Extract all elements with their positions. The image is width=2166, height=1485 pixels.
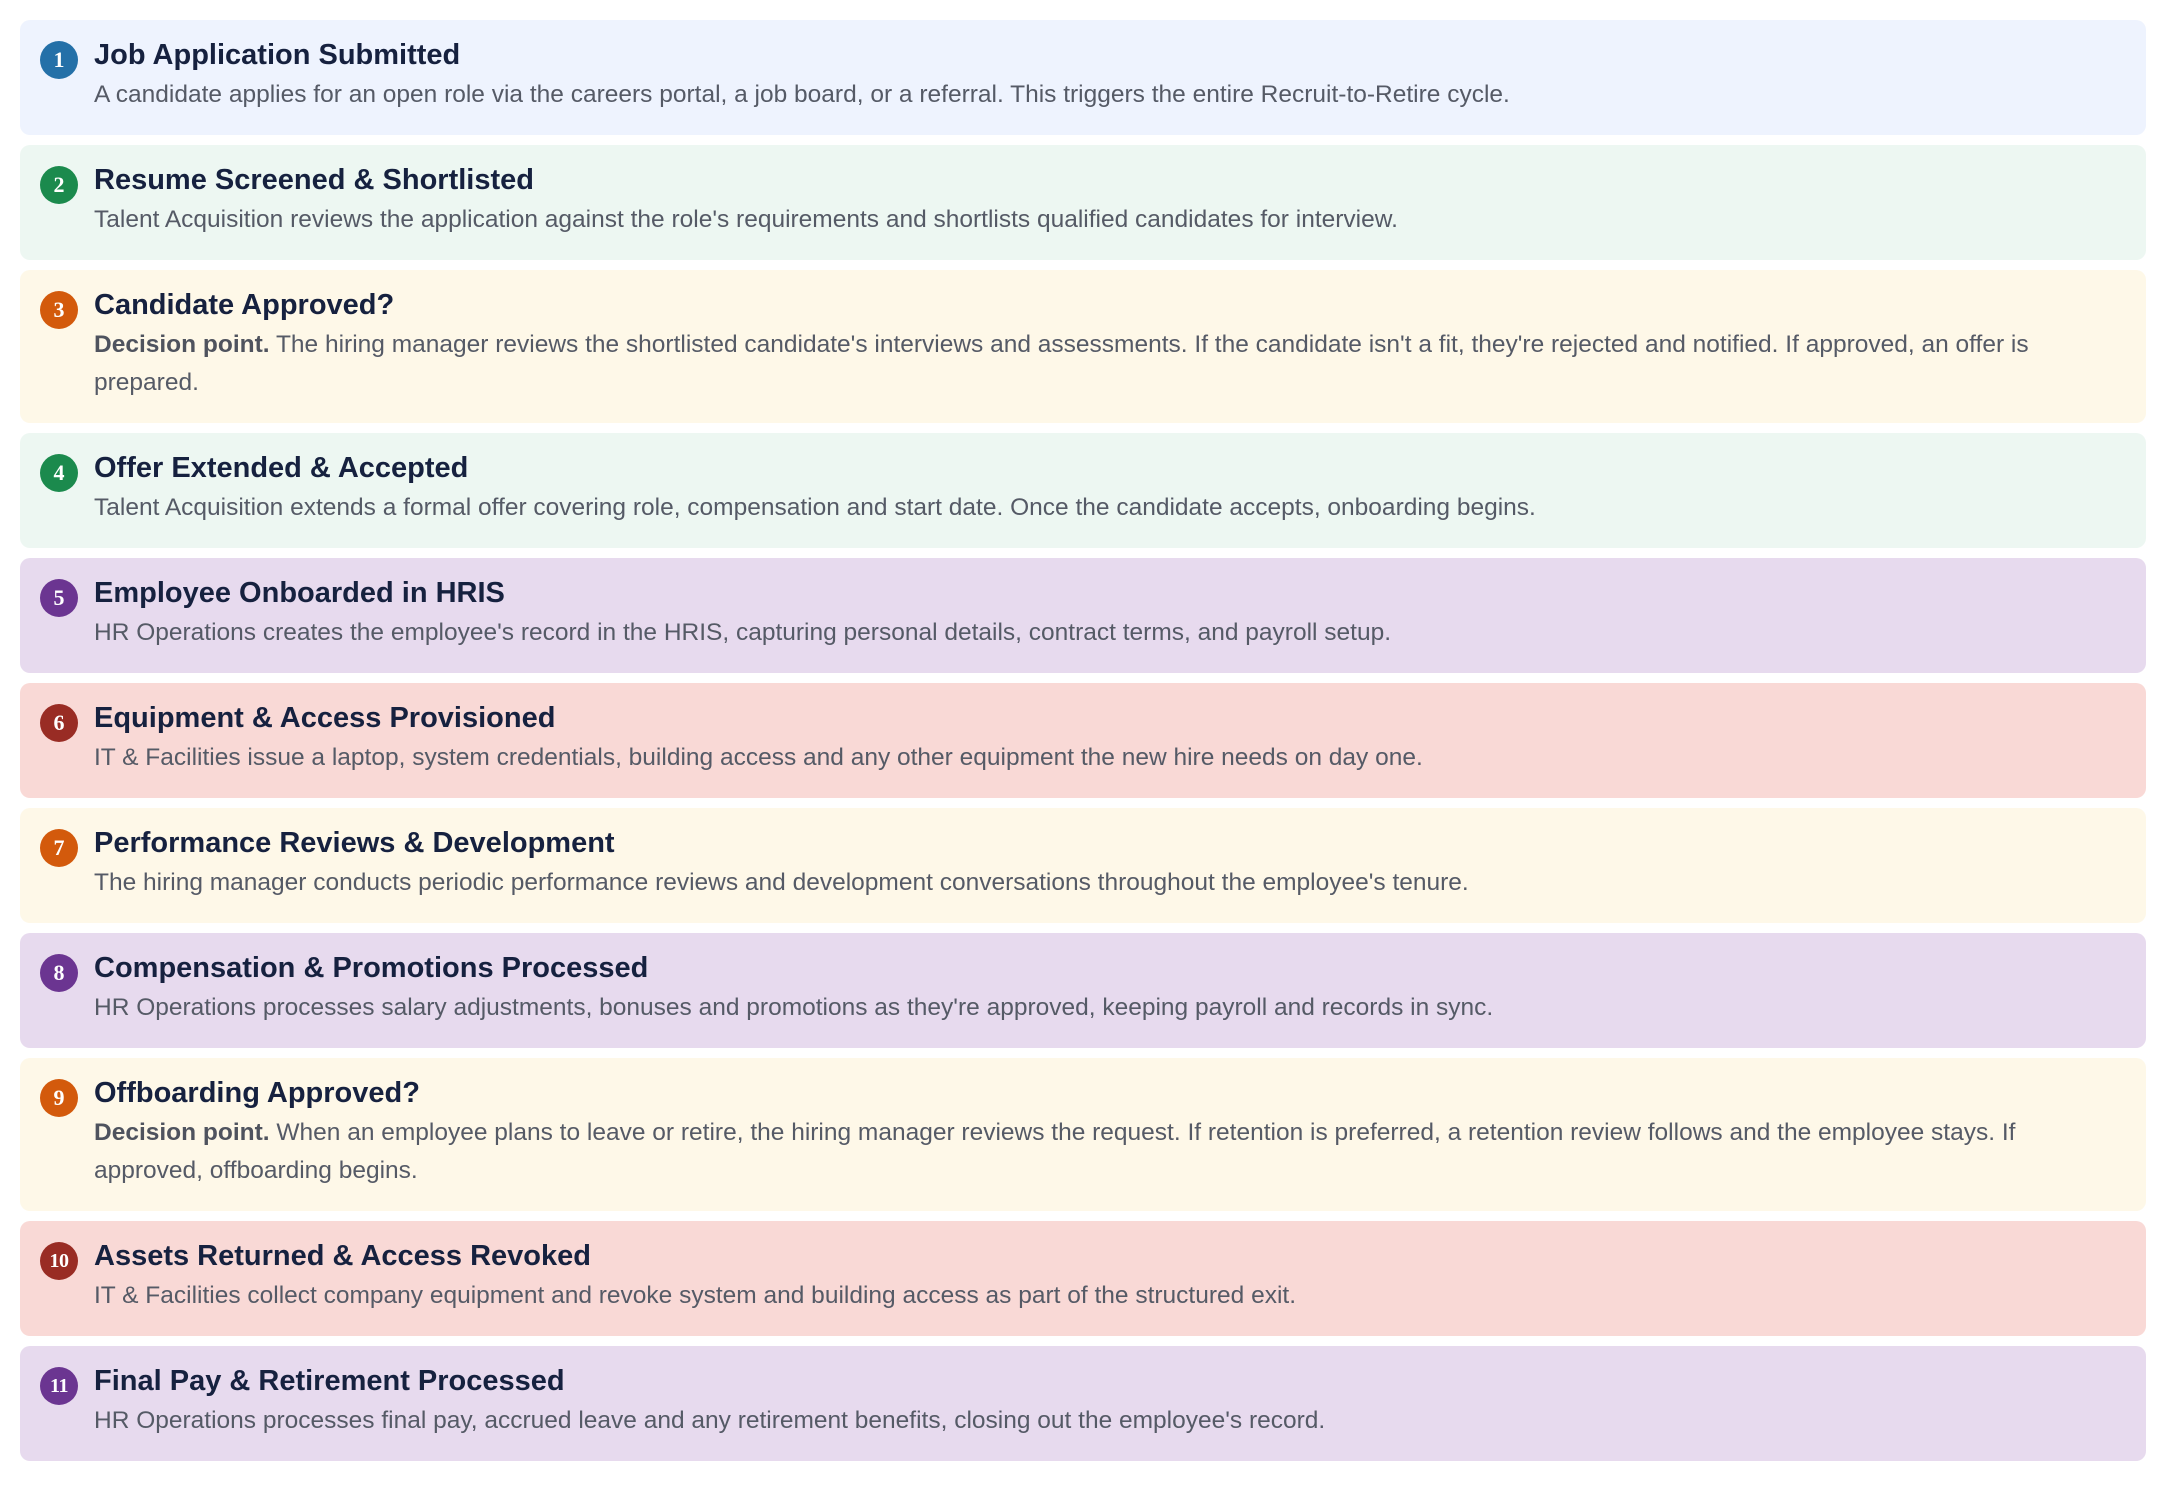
step-title: Candidate Approved? [94, 289, 395, 321]
step-description [94, 76, 2126, 114]
step-title: Compensation & Promotions Processed [94, 952, 649, 984]
step-description [94, 1277, 2126, 1315]
step-card-decision [20, 1058, 2146, 1211]
step-number-badge: 4 [40, 454, 78, 492]
step-title: Equipment & Access Provisioned [94, 702, 556, 734]
step-description [94, 489, 2126, 527]
step-number-badge: 10 [40, 1242, 78, 1280]
step-title: Job Application Submitted [94, 39, 461, 71]
step-description-text: The hiring manager conducts periodic performance reviews and development conversations throughout the employee's tenure. [94, 869, 1469, 896]
step-description-text: When an employee plans to leave or retire, the hiring manager reviews the request. If retention is preferred, a retention review follows and the employee stays. If approved, offboarding begins. [94, 1119, 2016, 1184]
step-card [20, 933, 2146, 1048]
step-number-badge: 6 [40, 704, 78, 742]
step-description-text: Talent Acquisition reviews the application against the role's requirements and shortlists qualified candidates for interview. [94, 206, 1398, 233]
step-number-badge: 1 [40, 41, 78, 79]
step-description-text: HR Operations creates the employee's record in the HRIS, capturing personal details, contract terms, and payroll setup. [94, 619, 1392, 646]
step-card-decision [20, 270, 2146, 423]
step-title: Resume Screened & Shortlisted [94, 164, 534, 196]
step-description [94, 1114, 2126, 1190]
step-number-badge: 2 [40, 166, 78, 204]
step-description [94, 864, 2126, 902]
step-description [94, 739, 2126, 777]
step-title: Offboarding Approved? [94, 1077, 420, 1109]
step-description-text: IT & Facilities collect company equipment and revoke system and building access as part of the structured exit. [94, 1282, 1296, 1309]
step-card [20, 433, 2146, 548]
step-card [20, 808, 2146, 923]
step-card [20, 558, 2146, 673]
step-number-badge: 5 [40, 579, 78, 617]
decision-point-label: Decision point. [94, 331, 270, 358]
step-description-text: The hiring manager reviews the shortlisted candidate's interviews and assessments. If the candidate isn't a fit, they're rejected and notified. If approved, an offer is prepared. [94, 331, 2029, 396]
step-description [94, 201, 2126, 239]
step-card [20, 145, 2146, 260]
step-title: Performance Reviews & Development [94, 827, 615, 859]
step-number-badge: 7 [40, 829, 78, 867]
step-card [20, 683, 2146, 798]
process-steps-list [20, 20, 2146, 1471]
step-card [20, 1346, 2146, 1461]
step-number-badge: 11 [40, 1367, 78, 1405]
step-title: Employee Onboarded in HRIS [94, 577, 505, 609]
decision-point-label: Decision point. [94, 1119, 270, 1146]
step-description-text: HR Operations processes salary adjustments, bonuses and promotions as they're approved, keeping payroll and records in sync. [94, 994, 1494, 1021]
step-description [94, 1402, 2126, 1440]
step-title: Assets Returned & Access Revoked [94, 1240, 591, 1272]
step-number-badge: 8 [40, 954, 78, 992]
step-description [94, 614, 2126, 652]
step-title: Offer Extended & Accepted [94, 452, 469, 484]
step-description-text: A candidate applies for an open role via the careers portal, a job board, or a referral. This triggers the entire Recruit-to-Retire cycle. [94, 81, 1510, 108]
step-description-text: HR Operations processes final pay, accrued leave and any retirement benefits, closing out the employee's record. [94, 1407, 1326, 1434]
step-title: Final Pay & Retirement Processed [94, 1365, 565, 1397]
step-description [94, 326, 2126, 402]
step-card [20, 1221, 2146, 1336]
step-number-badge: 3 [40, 291, 78, 329]
step-card [20, 20, 2146, 135]
step-description-text: Talent Acquisition extends a formal offer covering role, compensation and start date. Once the candidate accepts, onboarding begins. [94, 494, 1536, 521]
step-description-text: IT & Facilities issue a laptop, system credentials, building access and any other equipment the new hire needs on day one. [94, 744, 1423, 771]
step-number-badge: 9 [40, 1079, 78, 1117]
step-description [94, 989, 2126, 1027]
